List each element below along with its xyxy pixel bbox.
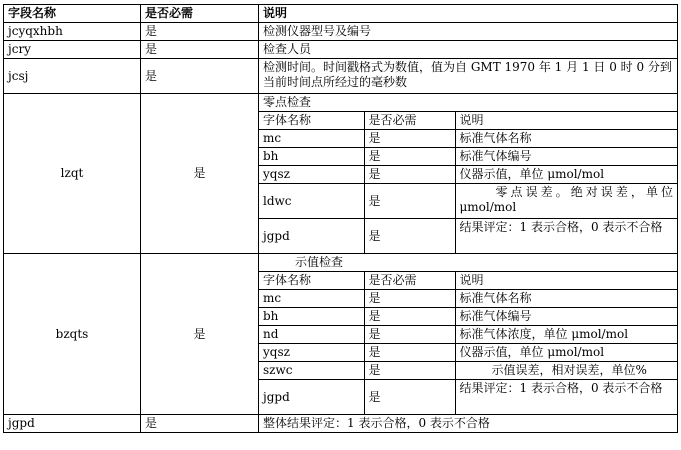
field-spec-table: [3, 4, 678, 433]
nested-field-cell: mc: [259, 290, 364, 308]
description-cell: 检查人员: [259, 41, 678, 59]
nested-row: [259, 130, 677, 148]
nested-field-cell: jgpd: [259, 380, 364, 415]
nested-required-cell: 是: [364, 362, 455, 380]
nested-header-description: 说明: [455, 272, 677, 290]
nested-row: [259, 308, 677, 326]
required-cell: 是: [141, 41, 259, 59]
table-row: [4, 415, 678, 433]
nested-field-cell: jgpd: [259, 219, 364, 254]
nested-header-required: 是否必需: [364, 272, 455, 290]
description-cell: 整体结果评定：1 表示合格，0 表示不合格: [259, 415, 678, 433]
nested-table-bzqts: [259, 271, 677, 414]
nested-description-cell: 标准气体名称: [455, 290, 677, 308]
table-row: [4, 41, 678, 59]
table-row: [4, 59, 678, 94]
field-cell: jcyqxhbh: [4, 23, 141, 41]
nested-field-cell: bh: [259, 308, 364, 326]
nested-header-description: 说明: [455, 112, 677, 130]
nested-description-cell: 标准气体浓度，单位 μmol/mol: [455, 326, 677, 344]
nested-required-cell: 是: [364, 219, 455, 254]
nested-required-cell: 是: [364, 344, 455, 362]
nested-row: [259, 362, 677, 380]
nested-required-cell: 是: [364, 166, 455, 184]
required-cell: 是: [141, 23, 259, 41]
description-cell: 检测时间。时间戳格式为数值，值为自 GMT 1970 年 1 月 1 日 0 时 0 分到当前时间点所经过的毫秒数: [259, 59, 678, 94]
nested-field-cell: ldwc: [259, 184, 364, 219]
nested-required-cell: 是: [364, 148, 455, 166]
nested-row: [259, 380, 677, 415]
field-cell: bzqts: [4, 254, 141, 415]
table-row: [4, 23, 678, 41]
nested-field-cell: yqsz: [259, 344, 364, 362]
nested-header-row: [259, 272, 677, 290]
nested-section-bzqts: [259, 254, 678, 415]
nested-header-field: 字体名称: [259, 112, 364, 130]
nested-description-cell: 标准气体编号: [455, 148, 677, 166]
field-cell: lzqt: [4, 94, 141, 254]
field-cell: jcsj: [4, 59, 141, 94]
field-cell: jgpd: [4, 415, 141, 433]
nested-description-cell: 标准气体编号: [455, 308, 677, 326]
nested-section-lzqt: [259, 94, 678, 254]
field-spec-document: [3, 4, 677, 433]
nested-required-cell: 是: [364, 380, 455, 415]
nested-table-lzqt: [259, 111, 677, 253]
nested-row: [259, 166, 677, 184]
nested-description-cell: 仪器示值，单位 μmol/mol: [455, 344, 677, 362]
required-cell: 是: [141, 59, 259, 94]
nested-required-cell: 是: [364, 308, 455, 326]
nested-required-cell: 是: [364, 290, 455, 308]
nested-header-required: 是否必需: [364, 112, 455, 130]
nested-description-cell: [455, 184, 677, 219]
required-cell: 是: [141, 254, 259, 415]
nested-section-title: 零点检查: [263, 95, 312, 109]
description-line: 零点误差。绝对误差，单位: [495, 185, 673, 199]
nested-field-cell: mc: [259, 130, 364, 148]
nested-header-row: [259, 112, 677, 130]
nested-header-field: 字体名称: [259, 272, 364, 290]
nested-field-cell: szwc: [259, 362, 364, 380]
nested-required-cell: 是: [364, 130, 455, 148]
nested-field-cell: bh: [259, 148, 364, 166]
nested-description-cell: 结果评定：1 表示合格，0 表示不合格: [455, 380, 677, 415]
nested-row: [259, 326, 677, 344]
required-cell: 是: [141, 415, 259, 433]
table-row-bzqts: [4, 254, 678, 415]
nested-row: [259, 344, 677, 362]
nested-section-title: 示值检查: [295, 255, 344, 269]
nested-row: [259, 148, 677, 166]
required-cell: 是: [141, 94, 259, 254]
nested-required-cell: 是: [364, 184, 455, 219]
nested-field-cell: nd: [259, 326, 364, 344]
table-row-lzqt: [4, 94, 678, 254]
field-cell: jcry: [4, 41, 141, 59]
header-required: 是否必需: [141, 5, 259, 23]
nested-row: [259, 290, 677, 308]
header-description: 说明: [259, 5, 678, 23]
nested-field-cell: yqsz: [259, 166, 364, 184]
nested-row: [259, 219, 677, 254]
nested-row: [259, 184, 677, 219]
nested-required-cell: 是: [364, 326, 455, 344]
description-line: μmol/mol: [459, 200, 517, 214]
description-cell: 检测仪器型号及编号: [259, 23, 678, 41]
nested-description-cell: 结果评定：1 表示合格，0 表示不合格: [455, 219, 677, 254]
nested-description-cell: 仪器示值，单位 μmol/mol: [455, 166, 677, 184]
nested-description-cell: 示值误差，相对误差，单位%: [455, 362, 677, 380]
header-field-name: 字段名称: [4, 5, 141, 23]
table-header-row: [4, 5, 678, 23]
nested-description-cell: 标准气体名称: [455, 130, 677, 148]
